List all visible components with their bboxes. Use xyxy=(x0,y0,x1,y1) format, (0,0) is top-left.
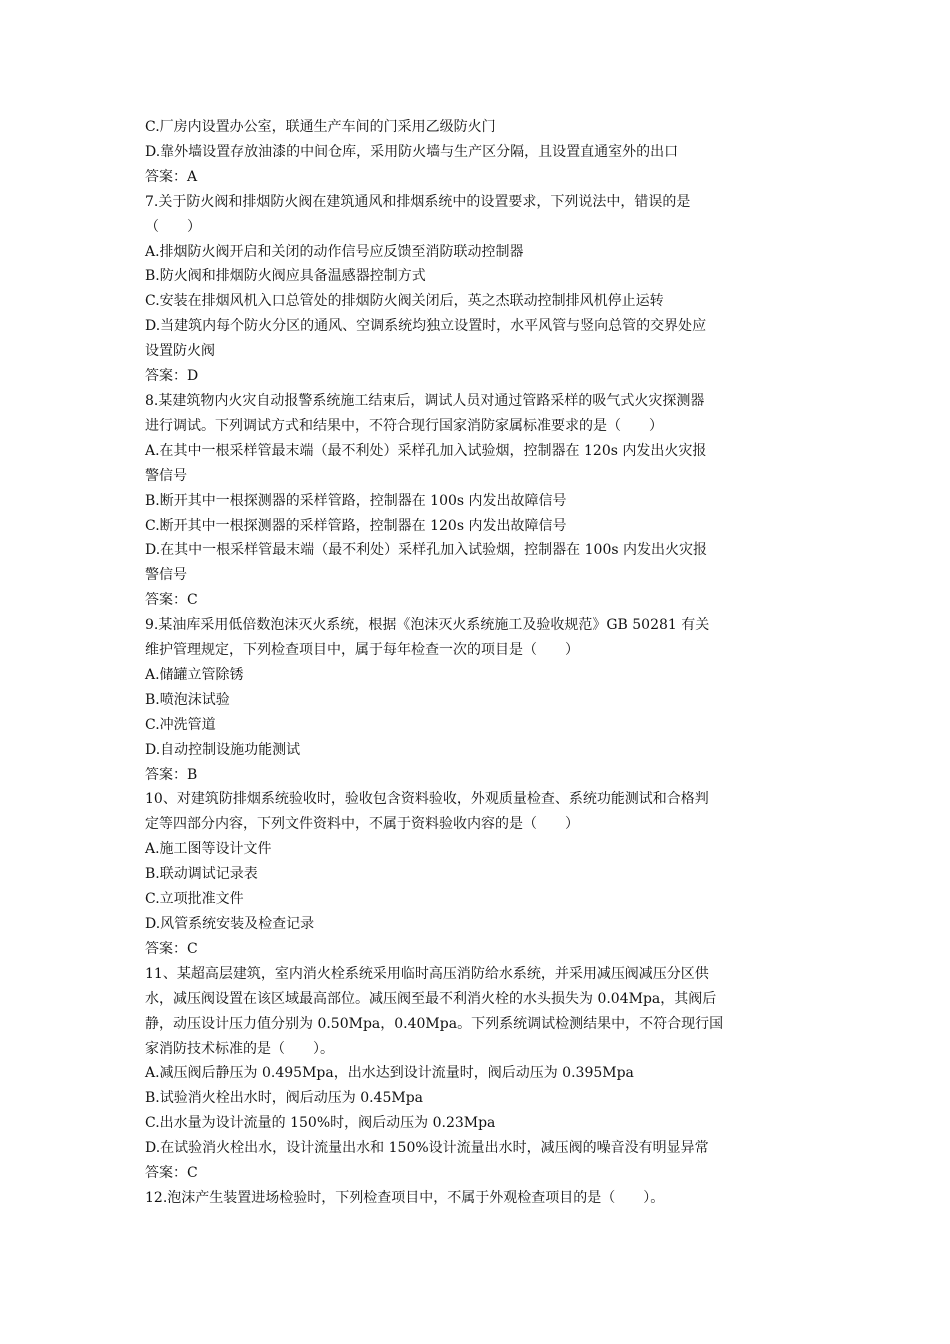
question-line: 定等四部分内容，下列文件资料中，不属于资料验收内容的是（ ） xyxy=(145,816,579,833)
option-line: D.在试验消火栓出水，设计流量出水和 150%设计流量出水时，减压阀的噪音没有明显异常 xyxy=(145,1140,709,1157)
question-line: 家消防技术标准的是（ ）。 xyxy=(145,1040,334,1057)
answer-line: 答案：C xyxy=(145,592,198,609)
option-line: A.施工图等设计文件 xyxy=(145,841,272,858)
option-line: 警信号 xyxy=(145,467,187,484)
question-line: 进行调试。下列调试方式和结果中，不符合现行国家消防家属标准要求的是（ ） xyxy=(145,417,663,434)
question-line: 9.某油库采用低倍数泡沫灭火系统，根据《泡沫灭火系统施工及验收规范》GB 50281 有关 xyxy=(145,617,710,634)
question-line: 静，动压设计压力值分别为 0.50Mpa，0.40Mpa。下列系统调试检测结果中，不符合现行国 xyxy=(145,1015,724,1032)
option-line: D.当建筑内每个防火分区的通风、空调系统均独立设置时，水平风管与竖向总管的交界处应 xyxy=(145,318,707,335)
question-line: 维护管理规定，下列检查项目中，属于每年检查一次的项目是（ ） xyxy=(145,642,579,659)
document-page xyxy=(145,115,813,1211)
answer-line: 答案：A xyxy=(145,168,198,185)
option-line: D.风管系统安装及检查记录 xyxy=(145,916,315,932)
question-line: 12.泡沫产生装置进场检验时，下列检查项目中，不属于外观检查项目的是（ ）。 xyxy=(145,1189,665,1206)
option-line: C.厂房内设置办公室，联通生产车间的门采用乙级防火门 xyxy=(145,119,496,135)
option-line: D.在其中一根采样管最末端（最不利处）采样孔加入试验烟，控制器在 100s 内发出火灾报 xyxy=(145,542,707,559)
option-line: B.试验消火栓出水时，阀后动压为 0.45Mpa xyxy=(145,1090,424,1107)
option-line: B.联动调试记录表 xyxy=(145,866,258,883)
option-line: A.在其中一根采样管最末端（最不利处）采样孔加入试验烟，控制器在 120s 内发出火灾报 xyxy=(145,442,707,459)
answer-line: 答案：B xyxy=(145,766,198,783)
option-line: 设置防火阀 xyxy=(145,343,215,360)
question-line: 水，减压阀设置在该区域最高部位。减压阀至最不利消火栓的水头损失为 0.04Mpa，其阀后 xyxy=(145,990,717,1007)
option-line: A.减压阀后静压为 0.495Mpa，出水达到设计流量时，阀后动压为 0.395Mpa xyxy=(145,1065,634,1082)
option-line: C.立项批准文件 xyxy=(145,891,244,908)
question-line: 7.关于防火阀和排烟防火阀在建筑通风和排烟系统中的设置要求，下列说法中，错误的是 xyxy=(145,193,691,210)
answer-line: 答案：D xyxy=(145,368,199,385)
option-line: A.储罐立管除锈 xyxy=(145,666,244,683)
question-line: 8.某建筑物内火灾自动报警系统施工结束后，调试人员对通过管路采样的吸气式火灾探测器 xyxy=(145,392,705,409)
question-line: 11、某超高层建筑，室内消火栓系统采用临时高压消防给水系统，并采用减压阀减压分区供 xyxy=(145,965,709,982)
option-line: B.防火阀和排烟防火阀应具备温感器控制方式 xyxy=(145,268,426,285)
option-line: A.排烟防火阀开启和关闭的动作信号应反馈至消防联动控制器 xyxy=(145,243,524,260)
answer-line: 答案：C xyxy=(145,1165,198,1182)
option-line: D.自动控制设施功能测试 xyxy=(145,741,301,758)
option-line: C.冲洗管道 xyxy=(145,716,216,733)
question-line: 10、对建筑防排烟系统验收时，验收包含资料验收，外观质量检查、系统功能测试和合格判 xyxy=(145,791,709,808)
option-line: C.出水量为设计流量的 150%时，阀后动压为 0.23Mpa xyxy=(145,1115,496,1132)
option-line: C.断开其中一根探测器的采样管路，控制器在 120s 内发出故障信号 xyxy=(145,517,567,534)
option-line: C.安装在排烟风机入口总管处的排烟防火阀关闭后，英之杰联动控制排风机停止运转 xyxy=(145,293,664,310)
option-line: B.断开其中一根探测器的采样管路，控制器在 100s 内发出故障信号 xyxy=(145,492,567,509)
option-line: D.靠外墙设置存放油漆的中间仓库，采用防火墙与生产区分隔，且设置直通室外的出口 xyxy=(145,143,679,160)
option-line: 警信号 xyxy=(145,567,187,584)
question-line: （ ） xyxy=(145,218,201,235)
answer-line: 答案：C xyxy=(145,940,198,957)
option-line: B.喷泡沫试验 xyxy=(145,691,230,708)
